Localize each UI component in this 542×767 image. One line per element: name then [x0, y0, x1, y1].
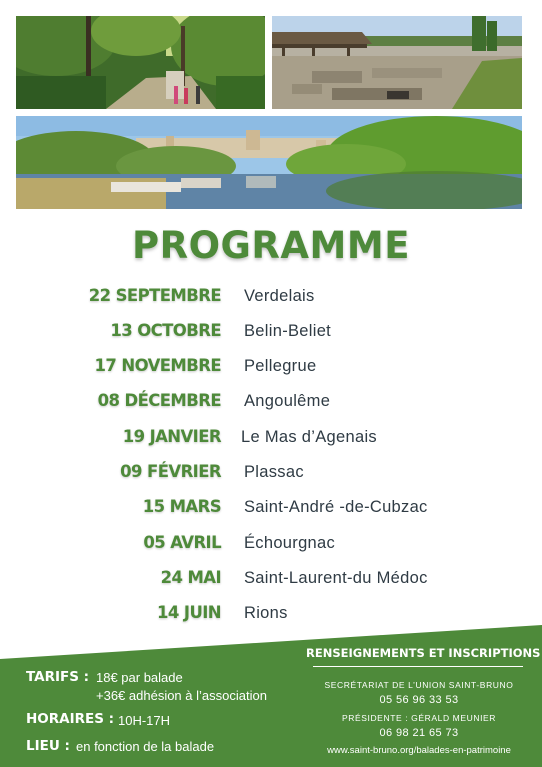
lieu-value: en fonction de la balade: [76, 739, 215, 754]
event-date: 15 MARS: [142, 497, 221, 516]
event-place: Belin-Beliet: [244, 322, 332, 340]
event-place: Rions: [244, 604, 288, 622]
event-date: 22 SEPTEMBRE: [88, 286, 221, 305]
event-place: Le Mas d’Agenais: [241, 428, 377, 446]
contact-divider: [313, 666, 523, 667]
event-place: Saint-André -de-Cubzac: [244, 498, 428, 516]
event-date: 19 JANVIER: [122, 427, 221, 446]
event-date: 24 MAI: [160, 568, 221, 587]
lieu-label: LIEU :: [26, 738, 70, 754]
contact-title: RENSEIGNEMENTS ET INSCRIPTIONS: [306, 646, 541, 660]
event-date: 17 NOVEMBRE: [94, 356, 221, 375]
presidente-label: PRÉSIDENTE : GÉRALD MEUNIER: [341, 713, 497, 723]
event-date: 08 DÉCEMBRE: [97, 391, 221, 410]
event-date: 09 FÉVRIER: [120, 462, 221, 481]
event-date: 05 AVRIL: [143, 533, 221, 552]
event-place: Pellegrue: [244, 357, 317, 375]
event-place: Angoulême: [244, 392, 331, 410]
tarifs-label: TARIFS :: [26, 669, 90, 685]
event-date: 13 OCTOBRE: [110, 321, 221, 340]
secretariat-label: SECRÉTARIAT DE L’UNION SAINT-BRUNO: [324, 680, 514, 690]
event-place: Plassac: [244, 463, 304, 481]
page-title: PROGRAMME: [132, 224, 410, 267]
tarif-membership: +36€ adhésion à l’association: [96, 688, 267, 703]
event-date: 14 JUIN: [157, 603, 221, 622]
event-place: Verdelais: [244, 287, 315, 305]
tarif-per-walk: 18€ par balade: [96, 670, 183, 685]
horaires-label: HORAIRES :: [26, 711, 115, 727]
event-place: Saint-Laurent-du Médoc: [244, 569, 428, 587]
presidente-phone: 06 98 21 65 73: [379, 727, 459, 739]
secretariat-phone: 05 56 96 33 53: [379, 694, 459, 706]
horaires-value: 10H-17H: [118, 713, 171, 728]
website-link[interactable]: www.saint-bruno.org/balades-en-patrimoine: [327, 745, 511, 756]
event-place: Échourgnac: [244, 534, 336, 552]
